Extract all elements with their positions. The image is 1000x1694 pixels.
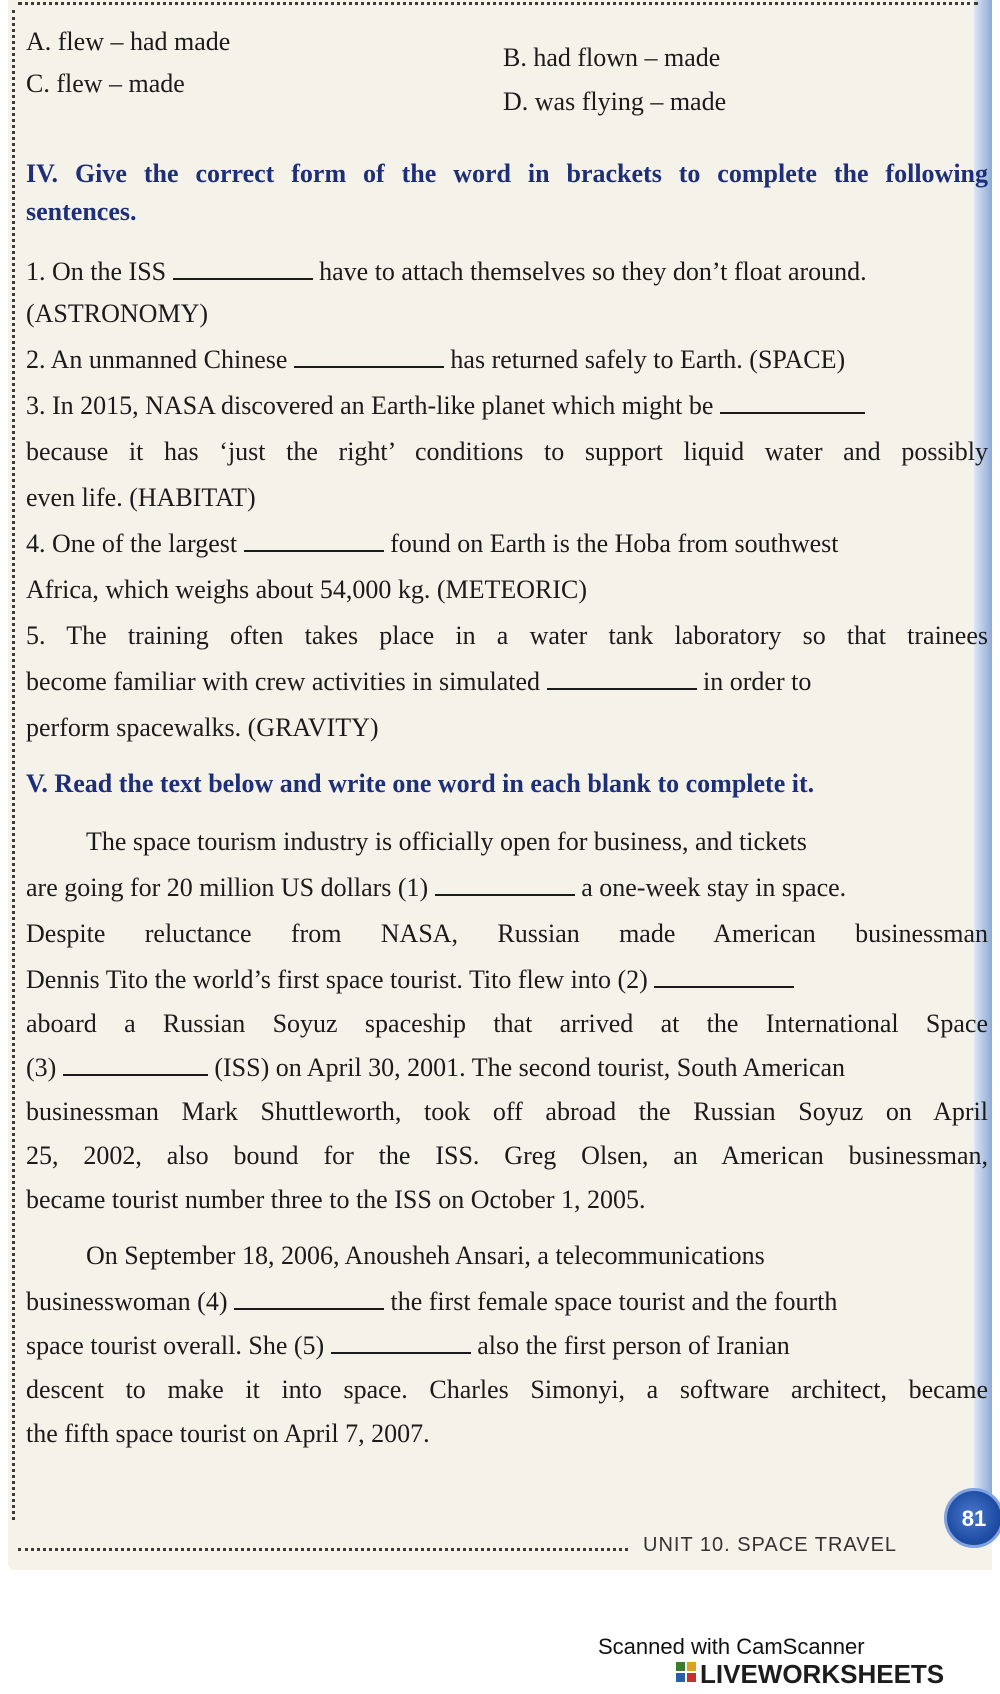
q5-line-2 — [26, 666, 811, 698]
dotted-border-bottom — [18, 1548, 628, 1551]
blank-5[interactable] — [331, 1330, 471, 1354]
q1-text-before: 1. On the ISS — [26, 257, 167, 286]
option-c: C. flew – made — [26, 69, 185, 98]
q2-blank[interactable] — [294, 344, 444, 368]
passage-p2-line-1: On September 18, 2006, Anousheh Ansari, a telecommunications — [86, 1241, 765, 1270]
q3-line-3: even life. (HABITAT) — [26, 483, 256, 512]
dotted-border-left — [12, 10, 15, 1520]
blank-3[interactable] — [63, 1052, 208, 1076]
q3-text-before: 3. In 2015, NASA discovered an Earth-like planet which might be — [26, 391, 714, 420]
q2-text-after: has returned safely to Earth. (SPACE) — [450, 345, 846, 374]
q4-blank[interactable] — [244, 528, 384, 552]
dotted-border-top — [18, 2, 978, 5]
q5-line-3: perform spacewalks. (GRAVITY) — [26, 713, 379, 742]
blank-2[interactable] — [654, 964, 794, 988]
blank-5-text-before: space tourist overall. She (5) — [26, 1331, 325, 1360]
blank-5-text-after: also the first person of Iranian — [477, 1331, 790, 1360]
passage-p1-line-5: aboard a Russian Soyuz spaceship that arrived at the International Space — [26, 1009, 988, 1038]
q5-text-before: become familiar with crew activities in simulated — [26, 667, 541, 696]
q3-line-2: because it has ‘just the right’ conditions to support liquid water and possibly — [26, 437, 988, 466]
q4-line-2: Africa, which weighs about 54,000 kg. (METEORIC) — [26, 575, 588, 604]
passage-p2-line-2 — [26, 1286, 837, 1318]
q4-text-before: 4. One of the largest — [26, 529, 238, 558]
blank-4-text-after: the first female space tourist and the fourth — [390, 1287, 838, 1316]
blank-3-text-after: (ISS) on April 30, 2001. The second tourist, South American — [214, 1053, 846, 1082]
blank-4[interactable] — [234, 1286, 384, 1310]
option-a: A. flew – had made — [26, 27, 231, 56]
liveworksheets-watermark: LIVEWORKSHEETS — [700, 1659, 945, 1689]
passage-p2-line-3 — [26, 1330, 790, 1362]
passage-p2-line-4: descent to make it into space. Charles Simonyi, a software architect, became — [26, 1375, 988, 1404]
question-4 — [26, 528, 839, 560]
question-2 — [26, 344, 845, 376]
q1-hint: (ASTRONOMY) — [26, 299, 208, 328]
question-3 — [26, 390, 865, 422]
workbook-page — [8, 0, 992, 1570]
passage-p1-line-4 — [26, 964, 794, 996]
q2-text-before: 2. An unmanned Chinese — [26, 345, 288, 374]
passage-p2-line-5: the fifth space tourist on April 7, 2007. — [26, 1419, 430, 1448]
blank-2-text-before: Dennis Tito the world’s first space tourist. Tito flew into (2) — [26, 965, 648, 994]
section-5-heading: V. Read the text below and write one word in each blank to complete it. — [26, 769, 815, 798]
section-4-heading-cont: sentences. — [26, 197, 137, 226]
q1-text-after: have to attach themselves so they don’t float around. — [319, 257, 867, 286]
blank-3-text-before: (3) — [26, 1053, 57, 1082]
page-number-badge — [944, 1488, 1000, 1548]
passage-p1-line-2 — [26, 872, 846, 904]
blank-1[interactable] — [435, 872, 575, 896]
page-number: 81 — [961, 1506, 987, 1531]
unit-label: UNIT 10. SPACE TRAVEL — [643, 1534, 898, 1556]
option-b: B. had flown – made — [503, 43, 721, 72]
blank-1-text-after: a one-week stay in space. — [581, 873, 847, 902]
passage-p1-line-8: 25, 2002, also bound for the ISS. Greg Olsen, an American businessman, — [26, 1141, 988, 1170]
camscanner-watermark: Scanned with CamScanner — [598, 1634, 865, 1659]
q5-blank[interactable] — [547, 666, 697, 690]
passage-p1-line-3: Despite reluctance from NASA, Russian made American businessman — [26, 919, 988, 948]
passage-p1-line-6 — [26, 1052, 845, 1084]
passage-p1-line-9: became tourist number three to the ISS on October 1, 2005. — [26, 1185, 646, 1214]
q1-blank[interactable] — [173, 256, 313, 280]
section-4-heading: IV. Give the correct form of the word in brackets to complete the following — [26, 159, 988, 188]
q3-blank[interactable] — [720, 390, 865, 414]
passage-p1-line-7: businessman Mark Shuttleworth, took off abroad the Russian Soyuz on April — [26, 1097, 988, 1126]
passage-p1-line-1: The space tourism industry is officially open for business, and tickets — [86, 827, 807, 856]
blank-1-text-before: are going for 20 million US dollars (1) — [26, 873, 429, 902]
option-d: D. was flying – made — [503, 87, 727, 116]
page-edge-decoration — [974, 0, 992, 1540]
q5-text-after: in order to — [703, 667, 812, 696]
question-1 — [26, 256, 867, 288]
q4-text-after: found on Earth is the Hoba from southwest — [390, 529, 839, 558]
question-5: 5. The training often takes place in a water tank laboratory so that trainees — [26, 621, 988, 650]
blank-4-text-before: businesswoman (4) — [26, 1287, 228, 1316]
liveworksheets-logo-icon — [676, 1662, 698, 1686]
